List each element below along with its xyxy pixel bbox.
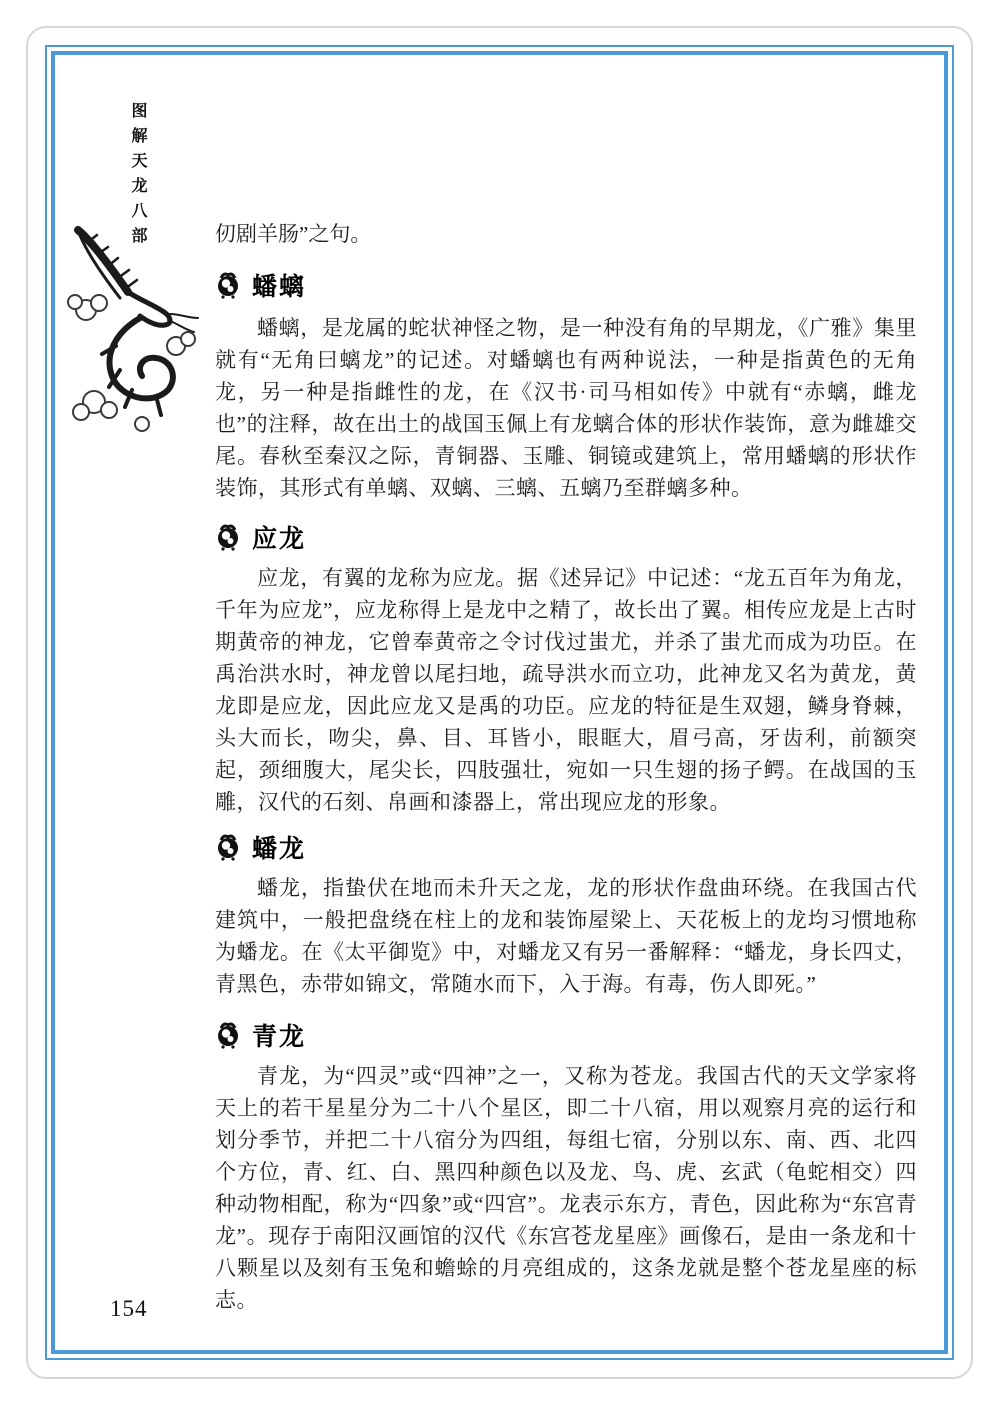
section-header (215, 828, 917, 866)
dragon-seal-icon (215, 1021, 241, 1049)
dragon-seal-icon (215, 833, 241, 861)
book-spine-title: 图解天龙八部 (129, 102, 146, 252)
section-header (215, 266, 917, 304)
section-body: 应龙，有翼的龙称为应龙。据《述异记》中记述：“龙五百年为角龙，千年为应龙”，应龙称得上是龙中之精了，故长出了翼。相传应龙是上古时期黄帝的神龙，它曾奉黄帝之令讨伐过蚩尤，并杀了蚩尤而成为功臣。在禹治洪水时，神龙曾以尾扫地，疏导洪水而立功，此神龙又名为黄龙，黄龙即是应龙，因此应龙又是禹的功臣。应龙的特征是生双翅，鳞身脊棘，头大而长，吻尖，鼻、目、耳皆小，眼眶大，眉弓高，牙齿利，前额突起，颈细腹大，尾尖长，四肢强壮，宛如一只生翅的扬子鳄。在战国的玉雕，汉代的石刻、帛画和漆器上，常出现应龙的形象。 (215, 566, 917, 814)
section-yinglong (215, 518, 917, 818)
section-title: 青龙 (252, 1023, 307, 1051)
section-body: 青龙，为“四灵”或“四神”之一，又称为苍龙。我国古代的天文学家将天上的若干星星分为二十八个星区，即二十八宿，用以观察月亮的运行和划分季节，并把二十八宿分为四组，每组七宿，分别以东、南、西、北四个方位，青、红、白、黑四种颜色以及龙、鸟、虎、玄武（龟蛇相交）四种动物相配，称为“四象”或“四宫”。龙表示东方，青色，因此称为“东宫青龙”。现存于南阳汉画馆的汉代《东宫苍龙星座》画像石，是由一条龙和十八颗星以及刻有玉兔和蟾蜍的月亮组成的，这条龙就是整个苍龙星座的标志。 (215, 1064, 917, 1312)
section-qinglong (215, 1016, 917, 1316)
section-header (215, 1016, 917, 1054)
section-body: 蟠龙，指蛰伏在地而未升天之龙，龙的形状作盘曲环绕。在我国古代建筑中，一般把盘绕在柱上的龙和装饰屋梁上、天花板上的龙均习惯地称为蟠龙。在《太平御览》中，对蟠龙又有另一番解释：“蟠龙，身长四丈，青黑色，赤带如锦文，常随水而下，入于海。有毒，伤人即死。” (215, 876, 917, 996)
section-panlong (215, 828, 917, 1000)
section-title: 蟠龙 (252, 835, 307, 863)
dragon-seal-icon (215, 523, 241, 551)
section-title: 蟠螭 (252, 273, 307, 301)
section-title: 应龙 (252, 525, 307, 553)
section-body: 蟠螭，是龙属的蛇状神怪之物，是一种没有角的早期龙，《广雅》集里就有“无角曰螭龙”的记述。对蟠螭也有两种说法，一种是指黄色的无角龙，另一种是指雌性的龙，在《汉书·司马相如传》中就有“赤螭，雌龙也”的注释，故在出土的战国玉佩上有龙螭合体的形状作装饰，意为雌雄交尾。春秋至秦汉之际，青铜器、玉雕、铜镜或建筑上，常用蟠螭的形状作装饰，其形式有单螭、双螭、三螭、五螭乃至群螭多种。 (215, 316, 917, 500)
section-header (215, 518, 917, 556)
dragon-seal-icon (215, 271, 241, 299)
page-number: 154 (110, 1296, 148, 1321)
carryover-paragraph-line: 仞剧羊肠”之句。 (215, 222, 372, 246)
main-text-column (215, 218, 917, 1316)
section-panchi (215, 266, 917, 504)
dragon-illustration (58, 218, 208, 433)
